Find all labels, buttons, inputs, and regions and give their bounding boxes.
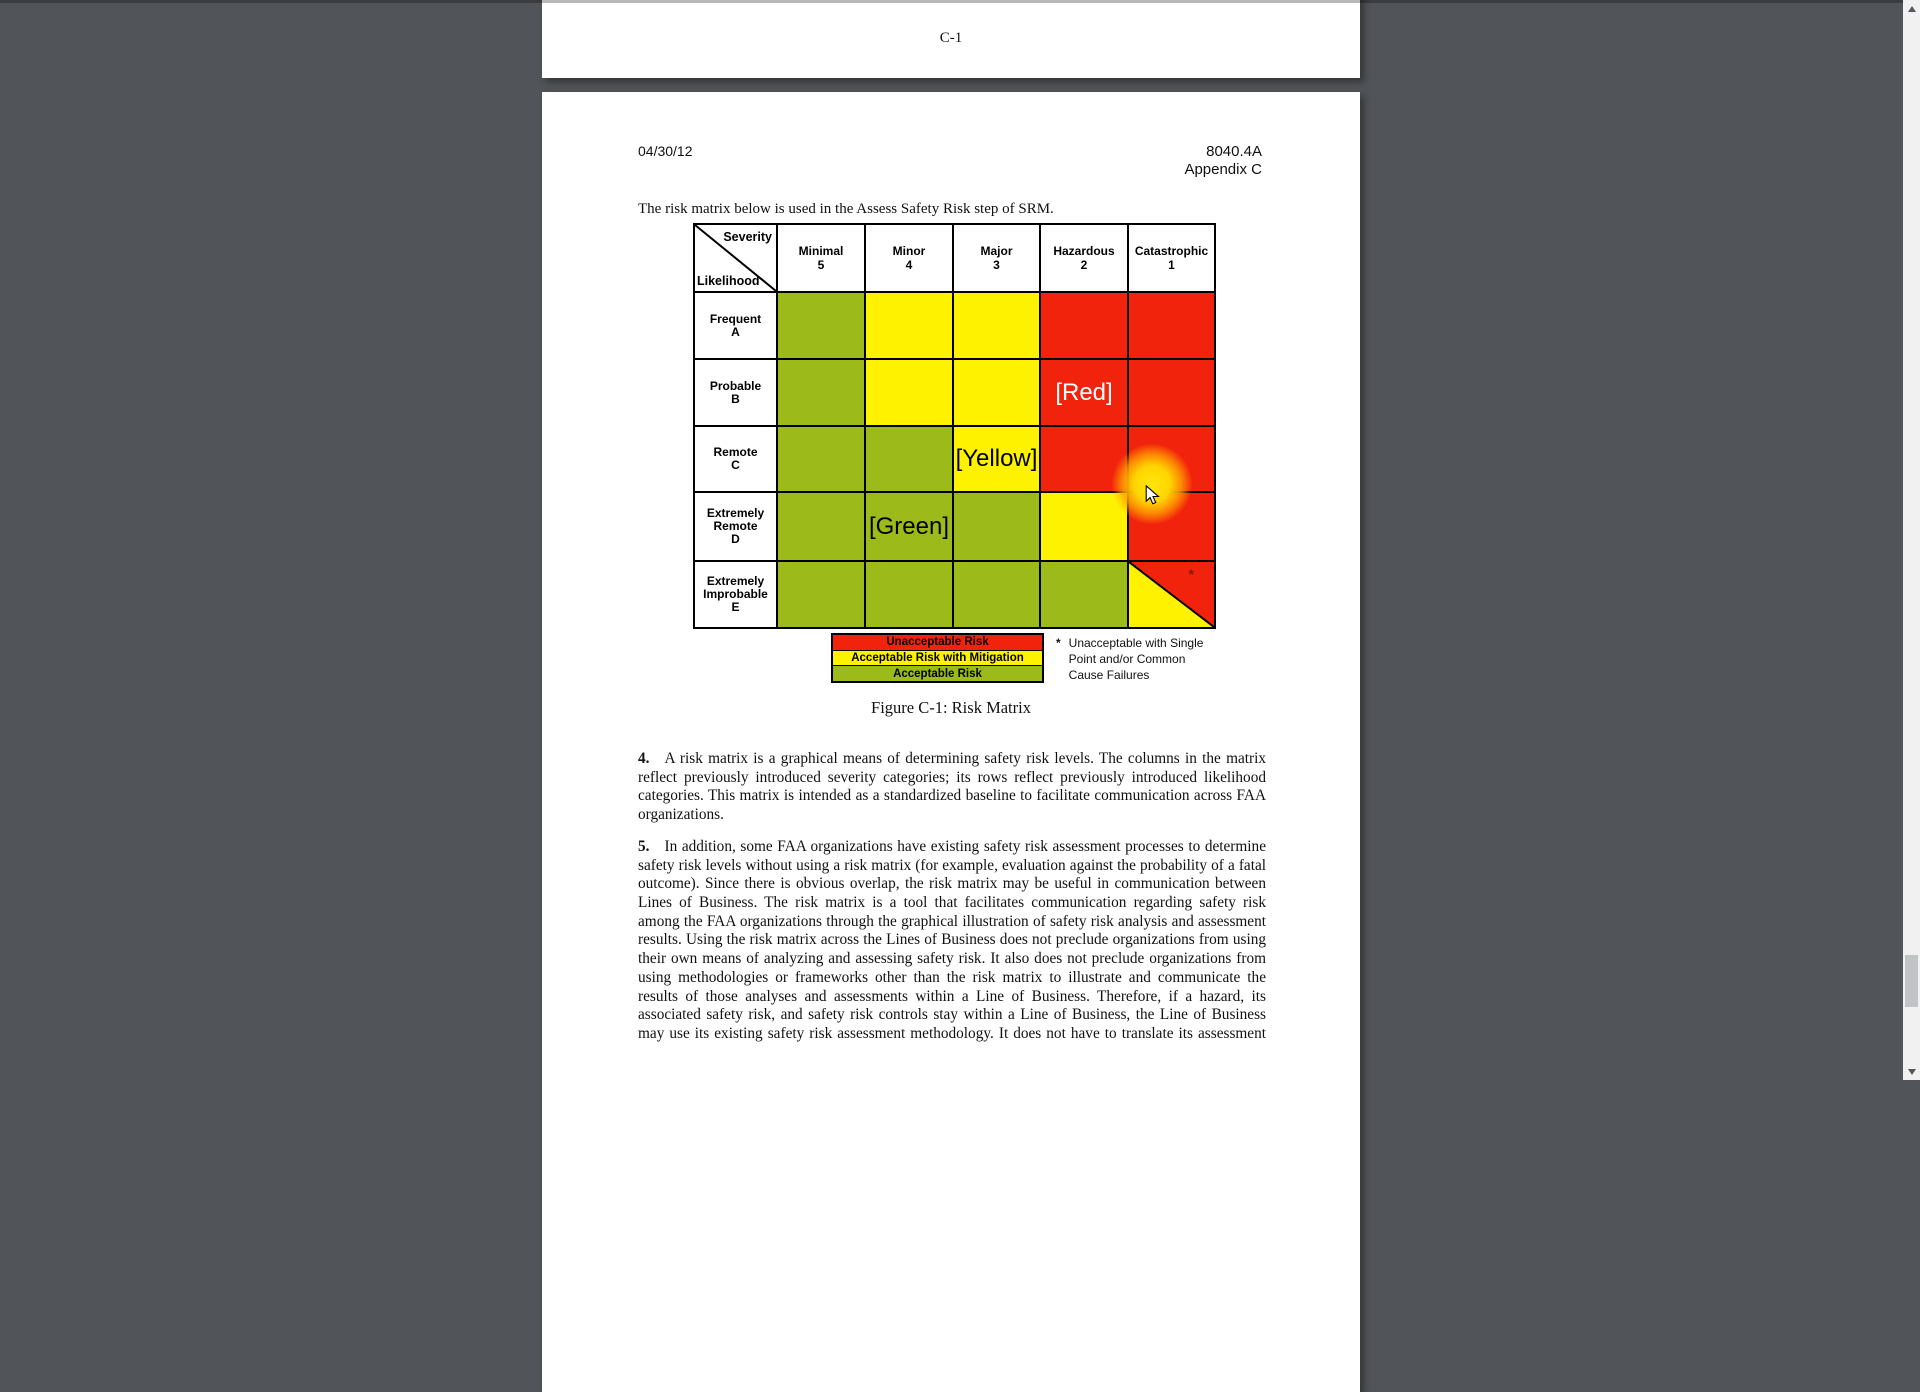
risk-cell-green xyxy=(866,427,952,491)
severity-axis-label: Severity xyxy=(723,230,772,244)
likelihood-line: Remote xyxy=(713,445,758,459)
likelihood-line: Extremely xyxy=(706,506,765,520)
likelihood-line: Remote xyxy=(713,519,758,533)
cell-color-annotation: [Red] xyxy=(1055,378,1113,406)
asterisk-note-text xyxy=(1069,635,1204,683)
note-line: Unacceptable with Single xyxy=(1068,636,1204,650)
asterisk-marker: * xyxy=(1056,636,1061,650)
risk-cell-red xyxy=(1129,427,1214,491)
figure-caption: Figure C-1: Risk Matrix xyxy=(871,698,1031,717)
risk-cell-green xyxy=(778,493,864,560)
legend-row-red: Unacceptable Risk xyxy=(833,635,1042,650)
paragraph-4 xyxy=(638,750,1266,825)
likelihood-row-header xyxy=(695,493,776,560)
previous-page xyxy=(542,0,1360,78)
doc-number: 8040.4A xyxy=(1206,143,1262,160)
legend-row-yellow: Acceptable Risk with Mitigation xyxy=(833,651,1042,666)
risk-cell-green xyxy=(866,562,952,627)
likelihood-line: D xyxy=(731,532,740,546)
risk-cell-green xyxy=(778,562,864,627)
risk-cell-red xyxy=(1129,360,1214,425)
cell-color-annotation: [Yellow] xyxy=(955,445,1038,472)
scrollbar-thumb[interactable] xyxy=(1905,955,1918,1007)
severity-column-header xyxy=(954,225,1039,291)
intro-text: The risk matrix below is used in the Assess Safety Risk step of SRM. xyxy=(638,201,1054,217)
risk-cell-split xyxy=(1129,562,1214,627)
paragraph-line: safety risk levels without using a risk matrix (for example, evaluation against the probability of a fatal xyxy=(638,856,1266,874)
risk-cell-red xyxy=(1041,360,1127,425)
appendix-label: Appendix C xyxy=(1184,161,1262,178)
cell-color-annotation: [Green] xyxy=(868,512,950,540)
matrix-corner-cell xyxy=(695,225,776,291)
paragraph-line: associated safety risk, and safety risk controls stay within a Line of Business, the Line of Business xyxy=(638,1006,1266,1024)
likelihood-row-header xyxy=(695,562,776,627)
likelihood-line: A xyxy=(731,324,740,339)
risk-cell-green xyxy=(778,293,864,358)
severity-name: Major xyxy=(980,244,1013,258)
risk-cell-red xyxy=(1129,493,1214,560)
paragraph-line: outcome). Since there is obvious overlap, the risk matrix may be useful in communication between xyxy=(638,875,1266,893)
severity-name: Minor xyxy=(892,244,926,258)
severity-column-header xyxy=(1129,225,1214,291)
risk-cell-red xyxy=(1129,293,1214,358)
paragraph-number: 4. xyxy=(638,750,650,767)
scroll-up-button[interactable] xyxy=(1903,0,1920,17)
risk-cell-red xyxy=(1041,427,1127,491)
single-point-failure-asterisk: * xyxy=(1188,566,1194,582)
header-doc-id xyxy=(1184,143,1262,179)
likelihood-row-header xyxy=(695,360,776,425)
paragraph-line: results of those analyses and assessments within a Line of Business. Therefore, if a hazard, its xyxy=(638,987,1266,1005)
paragraph-5 xyxy=(638,838,1266,1044)
risk-cell-red xyxy=(1041,293,1127,358)
legend-row-green: Acceptable Risk xyxy=(833,666,1042,681)
likelihood-line: E xyxy=(731,600,740,614)
risk-cell-green xyxy=(954,562,1039,627)
risk-cell-yellow xyxy=(954,360,1039,425)
likelihood-line: Extremely xyxy=(706,574,765,588)
severity-name: Hazardous xyxy=(1053,244,1115,258)
paragraph-number: 5. xyxy=(638,838,650,855)
scroll-down-icon xyxy=(1908,1069,1916,1075)
likelihood-line: B xyxy=(731,391,740,406)
risk-cell-yellow xyxy=(866,360,952,425)
severity-number: 5 xyxy=(817,258,825,272)
risk-cell-green xyxy=(778,360,864,425)
paragraph-line: categories. This matrix is intended as a standardized baseline to facilitate communication across FAA xyxy=(638,787,1266,805)
asterisk-note xyxy=(1056,635,1203,683)
risk-cell-yellow xyxy=(954,293,1039,358)
document-page xyxy=(542,92,1360,1392)
header-date: 04/30/12 xyxy=(638,143,693,159)
mouse-cursor-icon xyxy=(1145,485,1165,512)
severity-number: 1 xyxy=(1168,258,1175,272)
vertical-scrollbar[interactable] xyxy=(1903,0,1920,1080)
severity-number: 3 xyxy=(993,258,1000,272)
severity-name: Catastrophic xyxy=(1134,244,1209,258)
likelihood-line: C xyxy=(731,458,740,472)
paragraph-line: using methodologies or frameworks other than the risk matrix to illustrate and communicate the xyxy=(638,968,1266,986)
note-line: Point and/or Common xyxy=(1068,652,1186,666)
paragraph-line: their own means of analyzing and assessing safety risk. It also does not preclude organizations from xyxy=(638,950,1266,968)
paragraph-line: may use its existing safety risk assessment methodology. It does not have to translate its assessment xyxy=(638,1024,1266,1042)
paragraph-line: 5. In addition, some FAA organizations have existing safety risk assessment processes to determine xyxy=(638,838,1266,855)
page-number: C-1 xyxy=(939,30,963,46)
likelihood-line: Improbable xyxy=(703,587,768,601)
scroll-down-button[interactable] xyxy=(1903,1063,1920,1080)
risk-cell-green xyxy=(1041,562,1127,627)
risk-cell-green xyxy=(778,427,864,491)
likelihood-row-header xyxy=(695,293,776,358)
likelihood-axis-label: Likelihood xyxy=(697,274,760,288)
paragraph-line: 4. A risk matrix is a graphical means of determining safety risk levels. The columns in the matrix xyxy=(638,750,1266,767)
risk-cell-green xyxy=(954,493,1039,560)
risk-matrix-table xyxy=(693,223,1216,629)
risk-cell-yellow xyxy=(1041,493,1127,560)
paragraph-line: reflect previously introduced severity categories; its rows reflect previously introduced likelihood xyxy=(638,768,1266,786)
risk-legend xyxy=(831,633,1044,683)
likelihood-line: Frequent xyxy=(709,311,762,326)
likelihood-line: Probable xyxy=(709,378,762,393)
likelihood-row-header xyxy=(695,427,776,491)
severity-name: Minimal xyxy=(798,244,844,258)
severity-column-header xyxy=(778,225,864,291)
paragraph-line: Lines of Business. The risk matrix is a tool that facilitates communication regarding safety risk xyxy=(638,894,1266,912)
risk-cell-green xyxy=(866,493,952,560)
severity-number: 4 xyxy=(905,258,913,272)
severity-column-header xyxy=(866,225,952,291)
paragraph-line: among the FAA organizations through the graphical illustration of safety risk analysis and assessment xyxy=(638,912,1266,930)
note-line: Cause Failures xyxy=(1068,668,1150,682)
severity-column-header xyxy=(1041,225,1127,291)
severity-number: 2 xyxy=(1080,258,1088,272)
risk-cell-yellow xyxy=(954,427,1039,491)
scroll-up-icon xyxy=(1908,6,1916,12)
paragraph-line: results. Using the risk matrix across the Lines of Business does not preclude organizations from using xyxy=(638,931,1266,949)
window-top-edge xyxy=(0,0,1920,3)
risk-cell-yellow xyxy=(866,293,952,358)
paragraph-line: organizations. xyxy=(638,806,724,824)
